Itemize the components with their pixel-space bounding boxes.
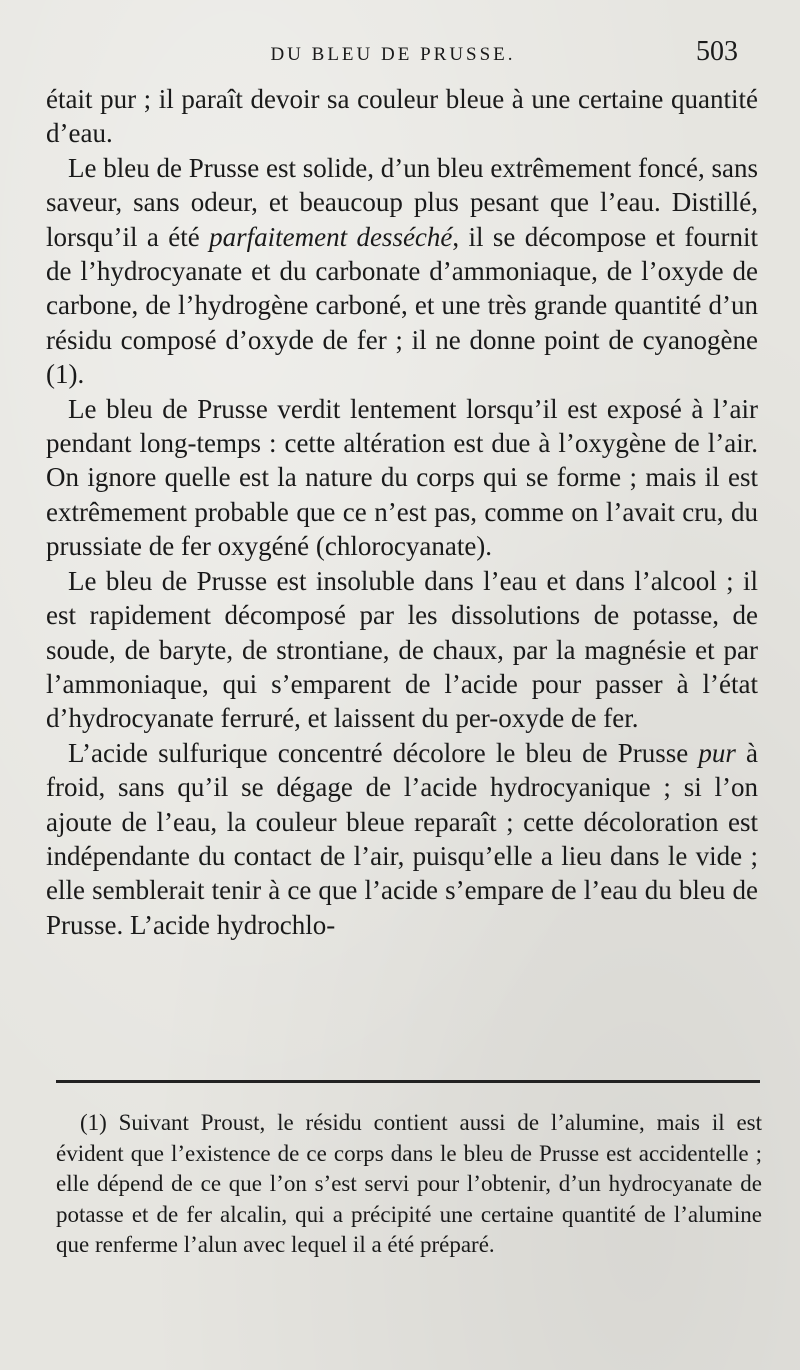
paragraph-text: Le bleu de Prusse est solide, d’un bleu extrêmement foncé, sans saveur, sans odeur, et beaucoup plus pesant que l’eau. Distillé, lorsqu’il a été (46, 152, 758, 252)
emphasis-text: pur (698, 737, 736, 768)
running-head: DU BLEU DE PRUSSE. (270, 44, 516, 65)
paragraph-text: à froid, sans qu’il se dégage de l’acide hydrocyanique ; si l’on ajoute de l’eau, la couleur bleue reparaît ; cette décoloration est indépendante du contact de l’air, puisqu’elle a lieu dans le vide ; elle semblerait tenir à ce que l’acide s’empare de l’eau du bleu de Prusse. L’acide hydrochlo- (46, 737, 758, 940)
footnote (56, 1108, 762, 1261)
footnote-divider (56, 1080, 760, 1083)
paragraph-solid-properties (46, 151, 758, 392)
page-number: 503 (696, 36, 738, 67)
paragraph-solubility: Le bleu de Prusse est insoluble dans l’eau et dans l’alcool ; il est rapidement décomposé par les dissolutions de potasse, de soude, de baryte, de strontiane, de chaux, par la magnésie et par l’ammoniaque, qui s’emparent de l’acide pour passer à l’état d’hydrocyanate ferruré, et laissent du per-oxyde de fer. (46, 565, 758, 734)
paragraph-air-exposure: Le bleu de Prusse verdit lentement lorsqu’il est exposé à l’air pendant long-temps : cette altération est due à l’oxygène de l’air. On ignore quelle est la nature du corps qui se forme ; mais il est extrêmement probable que ce n’est pas, comme on l’avait cru, du prussiate de fer oxygéné (chlorocyanate). (46, 393, 758, 562)
body-text (46, 82, 758, 942)
paragraph-sulfuric-acid (46, 736, 758, 942)
paragraph-text: , il se décompose et fournit de l’hydrocyanate et du carbonate d’ammoniaque, de l’oxyde de carbone, de l’hydrogène carboné, et une très grande quantité d’un résidu composé d’oxyde de fer ; il ne donne point de cyanogène (1). (46, 221, 758, 390)
emphasis-text: parfaitement desséché (209, 221, 453, 252)
footnote-text: (1) Suivant Proust, le résidu contient aussi de l’alumine, mais il est évident que l’existence de ce corps dans le bleu de Prusse est accidentelle ; elle dépend de ce que l’on s’est servi pour l’obtenir, d’un hydrocyanate de potasse et de fer alcalin, qui a précipité une certaine quantité de l’alumine que renferme l’alun avec lequel il a été préparé. (56, 1110, 762, 1258)
page-header (48, 36, 738, 76)
paragraph-text: L’acide sulfurique concentré décolore le bleu de Prusse (68, 737, 699, 768)
paragraph-continuation: était pur ; il paraît devoir sa couleur bleue à une certaine quantité d’eau. (46, 84, 758, 149)
